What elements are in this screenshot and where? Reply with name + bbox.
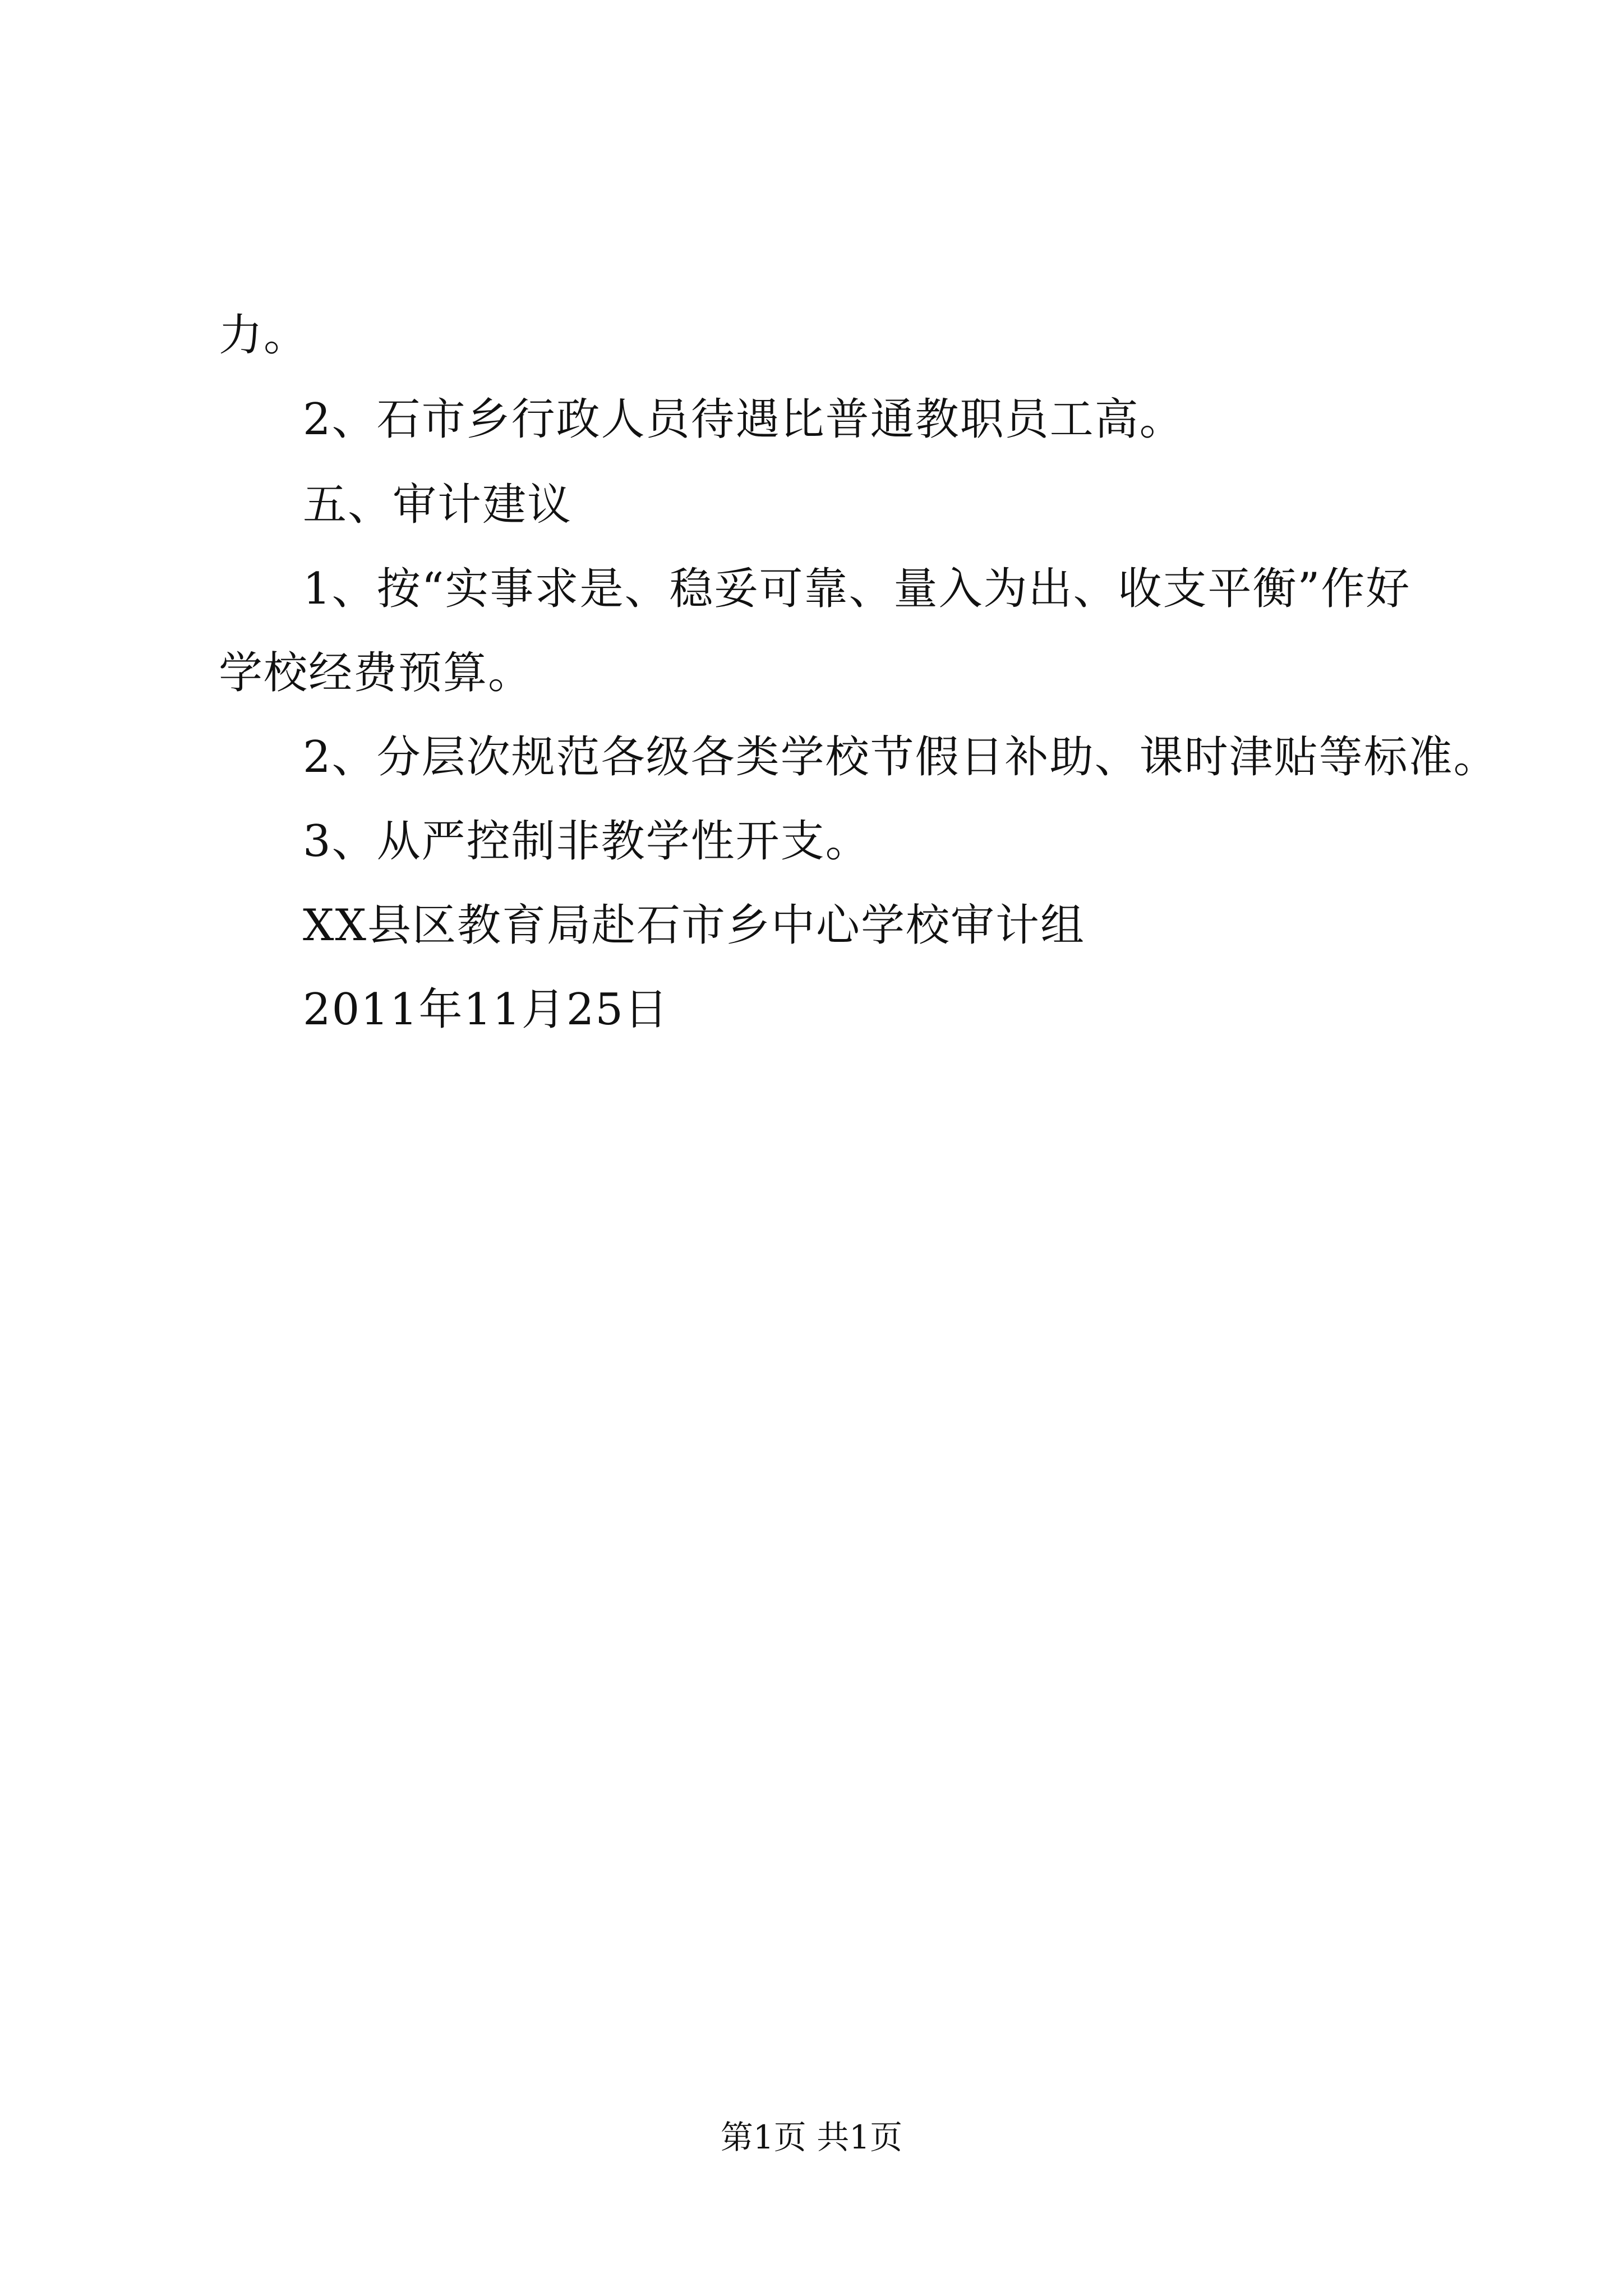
finding-item-2: 2、石市乡行政人员待遇比普通教职员工高。 xyxy=(303,394,1184,445)
signature-date: 2011年11月25日 xyxy=(303,984,670,1035)
page-footer: 第1页 共1页 xyxy=(720,2118,903,2156)
section-heading-audit-recommendations: 五、审计建议 xyxy=(303,480,573,530)
recommendation-item-2: 2、分层次规范各级各类学校节假日补助、课时津贴等标准。 xyxy=(303,732,1498,783)
recommendation-item-1: 1、按“实事求是、稳妥可靠、量入为出、收支平衡”作好 xyxy=(303,564,1411,614)
paragraph-continuation: 力。 xyxy=(219,310,309,361)
signature-organization: XX县区教育局赴石市乡中心学校审计组 xyxy=(303,900,1086,951)
recommendation-item-3: 3、从严控制非教学性开支。 xyxy=(303,816,870,867)
recommendation-item-1-continuation: 学校经费预算。 xyxy=(219,648,533,698)
